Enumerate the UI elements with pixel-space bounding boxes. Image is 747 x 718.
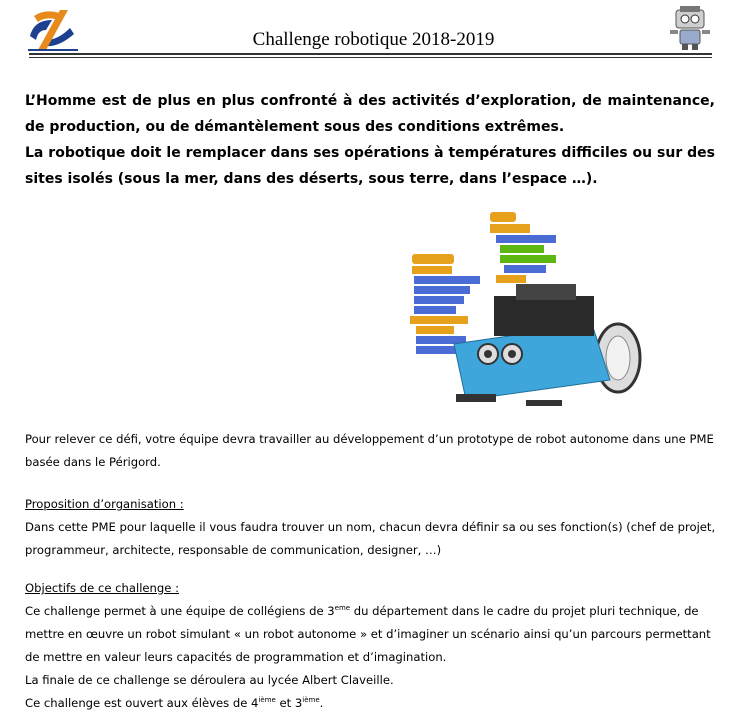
header-rule-thin [29, 57, 712, 58]
intro-text [25, 88, 715, 192]
challenge-description: Pour relever ce défi, votre équipe devra travailler au développement d’un prototype de robot autonome dans une PME basée dans le Périgord. [25, 432, 714, 469]
objectives-sup: eme [334, 604, 351, 613]
page-title: Challenge robotique 2018-2019 [252, 29, 495, 50]
eligibility-text [25, 692, 717, 715]
objectives-heading: Objectifs de ce challenge : [25, 581, 179, 595]
intro-paragraph [25, 428, 717, 474]
eligibility-text-b: et 3 [275, 696, 303, 710]
intro-line-2: La robotique doit le remplacer dans ses opérations à températures difficiles ou sur des sites isolés (sous la mer, dans des déserts, sous terre, dans l’espace …). [25, 145, 715, 187]
intro-line-1: L’Homme est de plus en plus confronté à des activités d’exploration, de maintenance, de production, ou de démantèlement sous des conditions extrêmes. [25, 93, 715, 135]
eligibility-text-a: Ce challenge est ouvert aux élèves de 4 [25, 696, 259, 710]
objectives-section [25, 577, 717, 715]
mbot-robot-photo [396, 204, 658, 424]
final-location-text: La finale de ce challenge se déroulera au lycée Albert Claveille. [25, 673, 394, 687]
robot-mascot-icon [666, 4, 714, 52]
objectives-text-b: du département dans le cadre du projet pluri technique, de mettre en œuvre un robot simulant « un robot autonome » et d’imaginer un scénario ainsi qu’un parcours permettant de mettre en valeur leurs capacités de programmation et d’imagination. [25, 604, 711, 664]
eligibility-sup-2: ième [302, 696, 320, 705]
organisation-text: Dans cette PME pour laquelle il vous faudra trouver un nom, chacun devra définir sa ou ses fonction(s) (chef de projet, programmeur, architecte, responsable de communication, designer, …) [25, 520, 716, 557]
objectives-text [25, 600, 717, 669]
objectives-text-a: Ce challenge permet à une équipe de collégiens de 3 [25, 604, 335, 618]
eligibility-text-c: . [319, 696, 324, 710]
mbot-robot [454, 284, 640, 406]
header-rule [29, 53, 712, 55]
eligibility-sup-1: ième [258, 696, 276, 705]
organisation-heading: Proposition d’organisation : [25, 497, 184, 511]
page-header [0, 0, 747, 60]
organisation-section [25, 493, 717, 562]
